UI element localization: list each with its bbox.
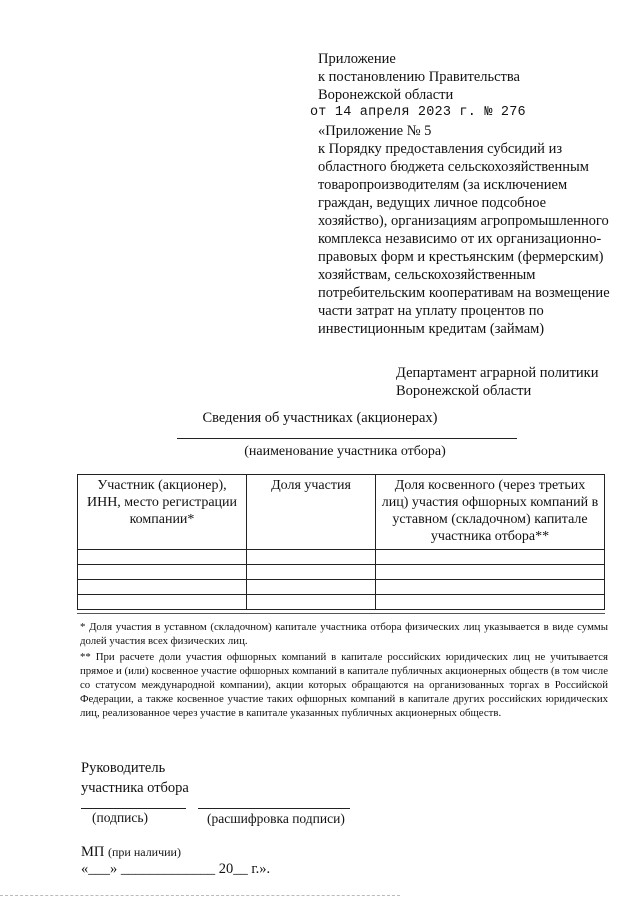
- table-cell[interactable]: [376, 550, 605, 565]
- appendix-line: к постановлению Правительства: [318, 69, 520, 85]
- table-row: [78, 595, 605, 610]
- table-header-share: Доля участия: [247, 475, 376, 550]
- head-title: Руководитель: [81, 760, 166, 776]
- table-row: [78, 565, 605, 580]
- appendix-line: «Приложение № 5: [318, 123, 432, 139]
- table-cell[interactable]: [78, 565, 247, 580]
- department-name: Департамент аграрной политики: [396, 365, 599, 381]
- appendix-block: [310, 50, 618, 338]
- table-row: [78, 580, 605, 595]
- table-header-participant: Участник (акционер), ИНН, место регистрации компании*: [78, 475, 247, 550]
- signature-decode-line[interactable]: [198, 808, 350, 809]
- table-cell[interactable]: [376, 565, 605, 580]
- footnote-1: * Доля участия в уставном (складочном) капитале участника отбора физических лиц указывается в виде суммы долей участия всех физических лиц.: [80, 621, 608, 647]
- appendix-line: Воронежской области: [318, 87, 454, 103]
- table-bottom-rule: [77, 613, 605, 614]
- participants-table: [77, 474, 605, 610]
- signature-line[interactable]: [81, 808, 186, 809]
- department-block: [396, 364, 626, 400]
- table-row: [78, 550, 605, 565]
- table-cell[interactable]: [376, 595, 605, 610]
- table-cell[interactable]: [78, 580, 247, 595]
- signature-decode-caption: (расшифровка подписи): [207, 811, 345, 826]
- signature-caption: (подпись): [92, 810, 149, 825]
- document-title: Сведения об участниках (акционерах): [202, 410, 438, 426]
- table-cell[interactable]: [78, 595, 247, 610]
- head-subtitle: участника отбора: [81, 780, 189, 796]
- footnotes: [80, 620, 608, 722]
- appendix-description: к Порядку предоставления субсидий из областного бюджета сельскохозяйственным товаропроизводителям (за исключением граждан, ведущих личное подсобное хозяйство), организациям агропромышленного комплекса независимо от их организационно-правовых форм и крестьянским (фермерским) хозяйствам, сельскохозяйственным потребительским кооперативам на возмещение части затрат на уплату процентов по инвестиционным кредитам (займам): [318, 141, 610, 337]
- seal-note: (при наличии): [108, 845, 181, 859]
- seal-label: [81, 844, 181, 861]
- table-cell[interactable]: [78, 550, 247, 565]
- footnote-2: ** При расчете доли участия офшорных компаний в капитале российских юридических лиц не учитывается прямое и (или) косвенное участие офшорных компаний в капитале публичных акционерных обществ (в том числе со статусом международной компании), акции которых обращаются на организованных торгах в Российской Федерации, а также косвенное участие таких офшорных компаний в капитале других российских юридических лиц, реализованное через участие в капитале указанных публичных акционерных обществ.: [80, 651, 608, 719]
- name-fill-line: [177, 438, 517, 439]
- date-fill-line: «___» _____________ 20__ г.».: [81, 861, 271, 877]
- department-region: Воронежской области: [396, 383, 532, 399]
- seal-mp: МП: [81, 844, 105, 860]
- head-label: [81, 758, 189, 798]
- table-cell[interactable]: [376, 580, 605, 595]
- table-header-row: [78, 475, 605, 550]
- appendix-line: Приложение: [318, 51, 396, 67]
- table-cell[interactable]: [247, 565, 376, 580]
- table-cell[interactable]: [247, 595, 376, 610]
- name-fill-caption: (наименование участника отбора): [244, 444, 446, 459]
- table-header-offshore-share: Доля косвенного (через третьих лиц) участия офшорных компаний в уставном (складочном) капитале участника отбора**: [376, 475, 605, 550]
- page-edge-rule: [0, 895, 400, 896]
- table-cell[interactable]: [247, 550, 376, 565]
- table-cell[interactable]: [247, 580, 376, 595]
- decree-date-number: от 14 апреля 2023 г. № 276: [310, 105, 526, 120]
